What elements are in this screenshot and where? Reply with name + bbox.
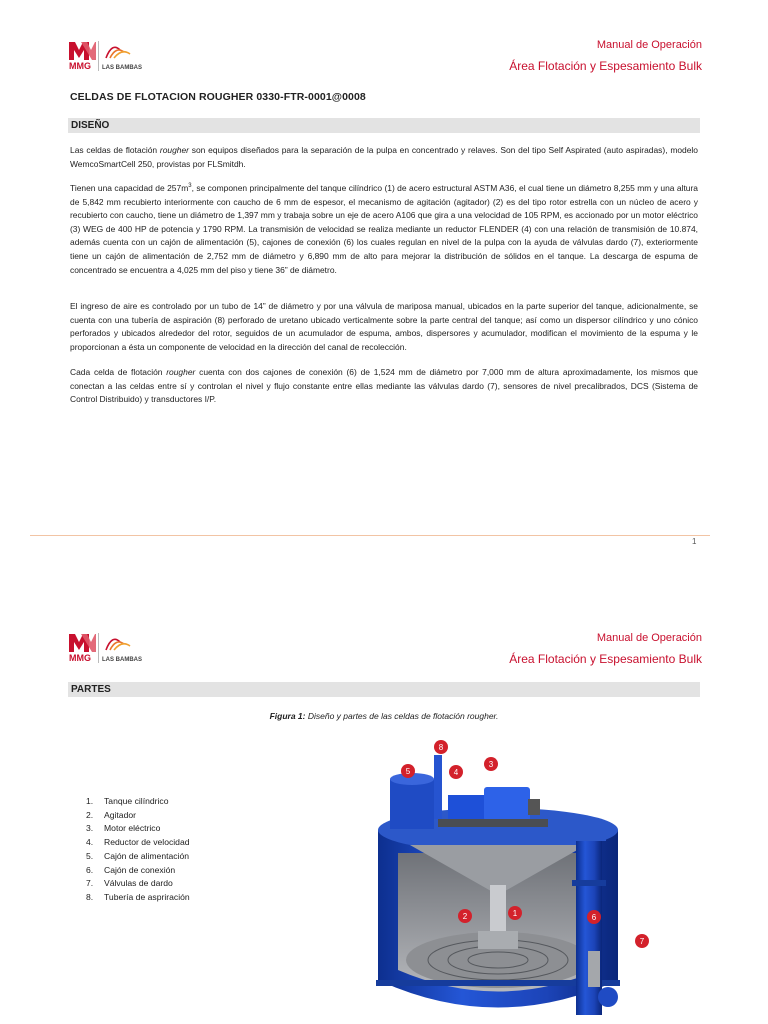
document-header [509, 628, 702, 670]
list-item-number: 1. [86, 796, 94, 806]
p4-text-b: cuenta con dos cajones de conexión (6) de 1,524 mm de diámetro por 7,000 mm de altura aproximadamente, los mismos que conectan a las celdas entre sí y controlan el nivel y flujo constante entre ellas mediante las válvulas dardo (7), sensores de nivel precalibrados, DCS (Sistema de Control Distribuido) y transductores I/P. [70, 367, 698, 405]
figure-caption-text: Diseño y partes de las celdas de flotación rougher. [305, 711, 499, 721]
list-item-label: Cajón de alimentación [104, 850, 190, 861]
mmg-logo-mark [69, 42, 96, 71]
mmg-logo-mark [69, 634, 96, 663]
callout-5 [401, 764, 415, 778]
svg-text:7: 7 [639, 937, 645, 946]
lasbambas-logo-mark [102, 639, 142, 663]
svg-text:6: 6 [591, 913, 597, 922]
paragraph-2 [70, 182, 698, 277]
list-item [86, 809, 190, 823]
list-item-number: 6. [86, 864, 94, 875]
figure-label: Figura 1: [269, 711, 306, 721]
company-logo [68, 38, 144, 78]
list-item-number: 7. [86, 878, 94, 889]
list-item [86, 795, 190, 809]
list-item-label: Cajón de conexión [104, 864, 176, 875]
lasbambas-logo-mark [102, 47, 142, 71]
callout-6 [587, 910, 601, 924]
svg-text:3: 3 [488, 760, 494, 769]
motor-and-reducer [438, 787, 548, 827]
svg-text:4: 4 [453, 768, 459, 777]
callout-1 [508, 906, 522, 920]
section-heading-diseno: DISEÑO [68, 118, 700, 133]
feed-box [390, 773, 434, 829]
flotation-cell-diagram [350, 735, 680, 1024]
callout-7 [635, 934, 649, 948]
list-item-number: 2. [86, 809, 94, 820]
figure-caption [0, 711, 768, 721]
p1-text-a: Las celdas de flotación [70, 145, 160, 155]
page-number: 1 [692, 537, 697, 546]
svg-text:2: 2 [462, 912, 468, 921]
list-item-label: Tanque cilíndrico [104, 796, 169, 806]
callout-4 [449, 765, 463, 779]
parts-list [86, 795, 190, 905]
p2-text-b: , se componen principalmente del tanque cilíndrico (1) de acero estructural ASTM A36, el cual tiene un diámetro 8,255 mm y una altura de 5,842 mm recubierto interiormente con caucho de 6 mm de espesor, el mecanismo de agitación (agitador) (2) es del tipo rotor estrella con un núcleo de acero y recubierto con caucho, tiene un diámetro de 1,397 mm y trabaja sobre un eje de acero A106 que gira a una velocidad de 105 RPM, es accionado por un motor eléctrico (3) WEG de 400 HP de potencia y 1790 RPM. La transmisión de velocidad se realiza mediante un reductor FLENDER (4) con una relación de transmisión de 10.874, además cuenta con un cajón de alimentación (5), cajones de conexión (6) los cuales regulan en nivel de la pulpa con la ayuda de válvulas dardo (7), exteriormente tiene un cajón de alimentación de 2,752 mm de diámetro y 6,890 mm de alto para mejorar la distribución de sólidos en el tanque. La descarga de espuma de concentrado se encuentra a 4,025 mm del piso y tiene 36” de diámetro. [70, 183, 698, 275]
list-item [86, 877, 190, 891]
svg-text:1: 1 [512, 909, 518, 918]
mmg-text: MMG [69, 61, 91, 71]
p4-text-a: Cada celda de flotación [70, 367, 167, 377]
p2-superscript: 3 [188, 183, 192, 190]
p2-text-a: Tienen una capacidad de 257m [70, 183, 189, 193]
footer-divider [30, 535, 710, 536]
callout-3 [484, 757, 498, 771]
list-item-number: 8. [86, 891, 94, 902]
list-item-number: 5. [86, 850, 94, 861]
list-item [86, 822, 190, 836]
header-manual-title: Manual de Operación [596, 39, 702, 51]
paragraph-1 [70, 144, 698, 171]
aspiration-pipe [434, 755, 442, 819]
list-item-label: Motor eléctrico [104, 823, 161, 834]
header-area-title: Área Flotación y Espesamiento Bulk [509, 652, 702, 666]
p1-text-b: son equipos diseñados para la separación de la pulpa en concentrado y relaves. Son del tipo Self Aspirated (auto aspiradas), modelo WemcoSmartCell 250, provistas por FLSmitdh. [70, 145, 698, 169]
list-item [86, 864, 190, 878]
callout-2 [458, 909, 472, 923]
section-heading-partes: PARTES [68, 682, 700, 697]
document-title: CELDAS DE FLOTACION ROUGHER 0330-FTR-0001@0008 [70, 91, 366, 103]
paragraph-4 [70, 366, 698, 407]
list-item [86, 891, 190, 905]
list-item-label: Tubería de aspriración [104, 891, 190, 902]
list-item-number: 3. [86, 823, 94, 834]
document-header [509, 35, 702, 77]
list-item [86, 850, 190, 864]
list-item-label: Válvulas de dardo [104, 878, 173, 889]
company-logo [68, 630, 144, 670]
lasbambas-text: LAS BAMBAS [102, 657, 142, 663]
list-item-label: Agitador [104, 809, 137, 820]
list-item-number: 4. [86, 837, 94, 848]
lasbambas-text: LAS BAMBAS [102, 65, 142, 71]
header-area-title: Área Flotación y Espesamiento Bulk [509, 59, 702, 73]
p4-emphasis: rougher [166, 367, 196, 377]
header-manual-title: Manual de Operación [596, 632, 702, 644]
svg-text:8: 8 [438, 743, 444, 752]
paragraph-3: El ingreso de aire es controlado por un tubo de 14” de diámetro y por una válvula de mariposa manual, ubicados en la parte superior del tanque, adicionalmente, se cuenta con una tubería de aspiración (8) perforado de uretano ubicado verticalmente sobre la parte central del tanque; así como un dispersor cilíndrico y uno cónico perforados y ubicados alrededor del rotor, seguidos de un acumulador de espuma, ambos, dispersores y acumulador, modifican el movimiento de la espuma y le proporcionan a ésta un componente de velocidad en la dirección del canal de recolección. [70, 301, 698, 352]
svg-text:5: 5 [405, 767, 411, 776]
list-item [86, 836, 190, 850]
p1-emphasis: rougher [159, 145, 189, 155]
mmg-text: MMG [69, 653, 91, 663]
list-item-label: Reductor de velocidad [104, 837, 190, 848]
callout-8 [434, 740, 448, 754]
